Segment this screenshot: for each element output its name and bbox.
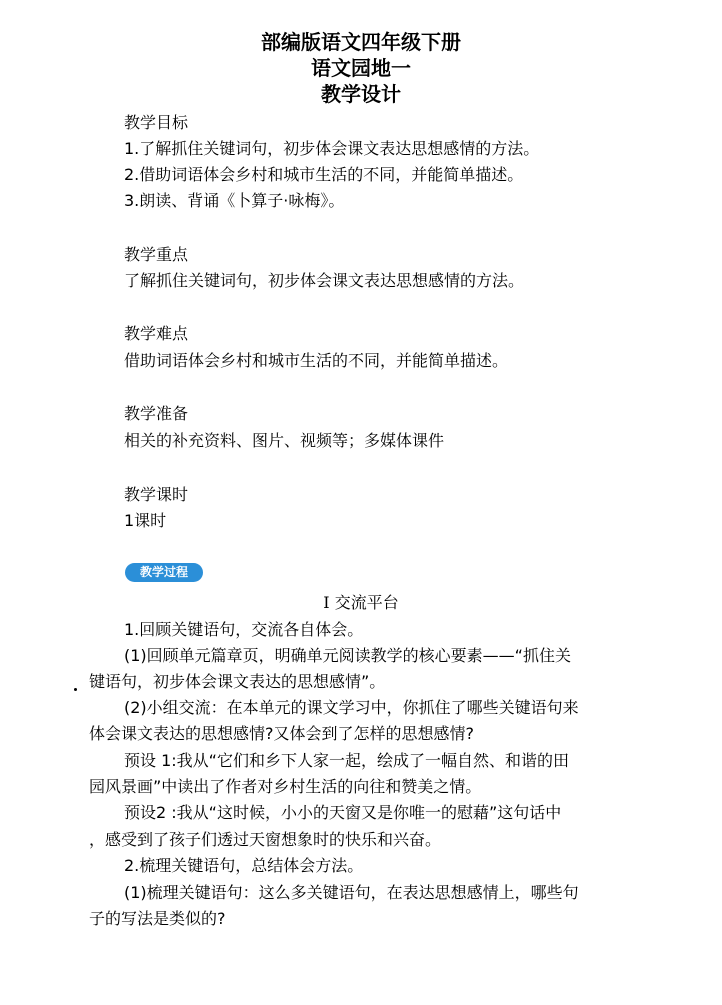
process-line: 键语句，初步体会课文表达的思想感情”。: [89, 672, 386, 691]
hours-heading: 教学课时: [124, 485, 189, 504]
process-line: 2.梳理关键语句，总结体会方法。: [124, 856, 364, 875]
process-line: 子的写法是类似的?: [89, 909, 226, 928]
document-title-unit: 语文园地一: [311, 56, 411, 80]
section-title: Ⅰ 交流平台: [323, 593, 399, 612]
process-line: 1.回顾关键语句，交流各自体会。: [124, 620, 364, 639]
process-badge: 教学过程: [125, 563, 203, 582]
process-line: (2)小组交流：在本单元的课文学习中，你抓住了哪些关键语句来: [124, 698, 579, 717]
preparation-heading: 教学准备: [124, 404, 189, 423]
process-line: 预设2 :我从“这时候，小小的天窗又是你唯一的慰藉”这句话中: [124, 803, 562, 822]
process-line: 园风景画”中读出了作者对乡村生活的向往和赞美之情。: [89, 777, 482, 796]
key-points-text: 了解抓住关键词句，初步体会课文表达思想感情的方法。: [124, 271, 525, 290]
preparation-text: 相关的补充资料、图片、视频等；多媒体课件: [124, 431, 445, 450]
objectives-heading: 教学目标: [124, 113, 189, 132]
stray-dot: [74, 688, 77, 691]
process-line: (1)梳理关键语句：这么多关键语句，在表达思想感情上，哪些句: [124, 883, 579, 902]
document-title-type: 教学设计: [321, 82, 401, 106]
process-line: 预设 1:我从“它们和乡下人家一起，绘成了一幅自然、和谐的田: [124, 751, 569, 770]
objective-item: 2.借助词语体会乡村和城市生活的不同，并能简单描述。: [124, 165, 524, 184]
objective-item: 1.了解抓住关键词句，初步体会课文表达思想感情的方法。: [124, 139, 540, 158]
process-line: ，感受到了孩子们透过天窗想象时的快乐和兴奋。: [89, 830, 442, 849]
key-points-heading: 教学重点: [124, 245, 189, 264]
process-line: 体会课文表达的思想感情?又体会到了怎样的思想感情?: [89, 724, 474, 743]
process-line: (1)回顾单元篇章页，明确单元阅读教学的核心要素——“抓住关: [124, 646, 571, 665]
difficulties-text: 借助词语体会乡村和城市生活的不同，并能简单描述。: [124, 351, 509, 370]
document-title-grade: 部编版语文四年级下册: [261, 30, 461, 54]
objective-item: 3.朗读、背诵《卜算子·咏梅》。: [124, 191, 345, 210]
difficulties-heading: 教学难点: [124, 324, 189, 343]
hours-text: 1课时: [124, 511, 167, 530]
